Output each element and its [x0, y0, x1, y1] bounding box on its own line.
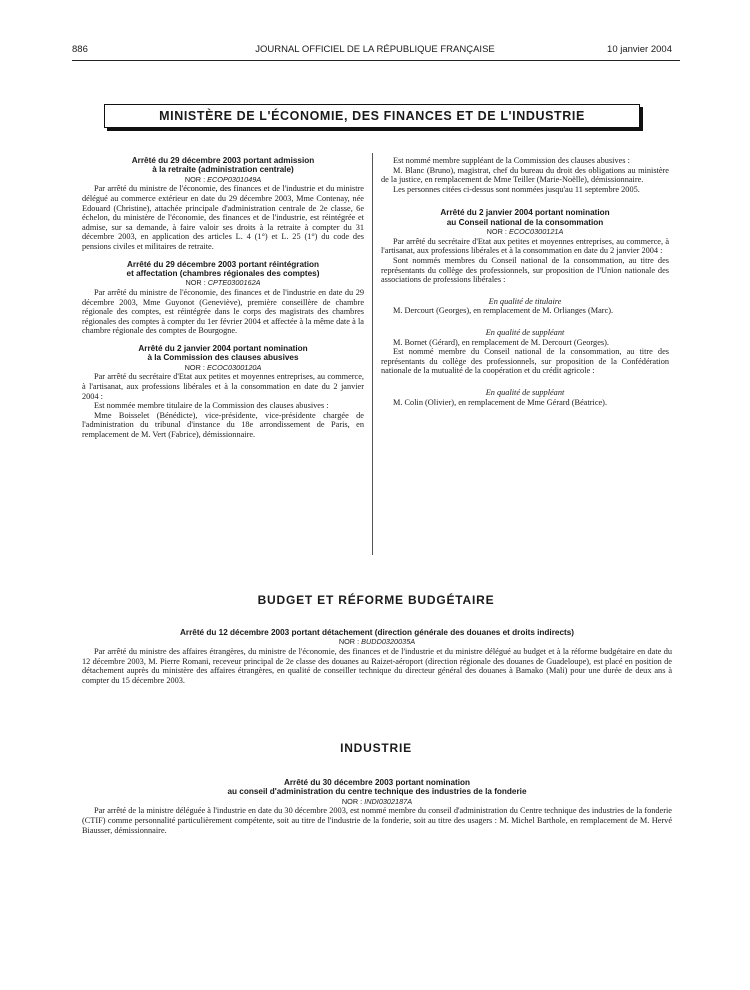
article-body: Est nommé membre du Conseil national de la consommation, au titre des représentants du collège des professionnels, sur proposition de la Confédération nationale de la mutualité de la coopération et du crédit agricole :	[381, 347, 669, 376]
article-body: Par arrêté du ministre de l'économie, des finances et de l'industrie en date du 29 décembre 2003, Mme Guyonot (Geneviève), première conseillère de chambre régionale des comptes, est réintégrée dans le corps des magistrats des chambres régionales des comptes à compter du 1er février 2004 et affectée à la même date à la chambre régionale des comptes de Bourgogne.	[82, 287, 364, 336]
article-title: à la Commission des clauses abusives	[147, 353, 299, 363]
nor-reference: NOR : ECOC0300120A	[184, 362, 262, 372]
article-body: M. Blanc (Bruno), magistrat, chef du bureau du droit des obligations au ministère de la justice, en remplacement de Mme Teiller (Marie-Noëlle), démissionnaire.	[381, 165, 669, 185]
article-title: à la retraite (administration centrale)	[152, 165, 294, 175]
article-body: Par arrêté du ministre de l'économie, des finances et de l'industrie et du ministre délégué au commerce extérieur en date du 29 décembre 2003, Mme Contenay, née Edouard (Christine), attachée principale d'administration centrale de 2e classe, 6e échelon, du ministère de l'économie, des finances et de l'industrie, est réintégrée et admise, sur sa demande, à faire valoir ses droits à la retraite à compter du 31 décembre 2003, en application des articles L. 4 (1°) et L. 25 (1°) du code des pensions civiles et militaires de retraite.	[82, 184, 364, 251]
article-title: Arrêté du 29 décembre 2003 portant réintégration	[126, 259, 319, 269]
article-body: Sont nommés membres du Conseil national de la consommation, au titre des représentants du collège des professionnels, sur proposition de l'Union nationale des associations de professions libérales :	[381, 255, 669, 285]
article-title: Arrêté du 12 décembre 2003 portant détachement (direction générale des douanes et droits indirects)	[179, 628, 575, 637]
article-body: Les personnes citées ci-dessus sont nommées jusqu'au 11 septembre 2005.	[393, 184, 640, 194]
article-body: Par arrêté du secrétaire d'Etat aux petites et moyennes entreprises, au commerce, à l'artisanat, aux professions libérales et à la consommation en date du 2 janvier 2004 :	[82, 372, 364, 401]
budget-article	[82, 628, 672, 685]
issue-date: 10 janvier 2004	[607, 44, 672, 55]
article-title: Arrêté du 30 décembre 2003 portant nomination	[283, 778, 471, 787]
article-body: Est nommé membre suppléant de la Commission des clauses abusives :	[393, 156, 630, 165]
right-column	[381, 156, 669, 407]
section-heading-industrie: INDUSTRIE	[340, 741, 412, 755]
article-body: Est nommée membre titulaire de la Commission des clauses abusives :	[94, 401, 329, 411]
article-body: Par arrêté du secrétaire d'Etat aux petites et moyennes entreprises, au commerce, à l'artisanat, aux professions libérales et à la consommation en date du 2 janvier 2004 :	[381, 236, 669, 256]
page-number: 886	[72, 44, 88, 55]
header-rule	[72, 60, 680, 61]
left-column	[82, 156, 364, 440]
article-body: M. Bornet (Gérard), en remplacement de M. Dercourt (Georges).	[393, 337, 609, 347]
article-title: Arrêté du 2 janvier 2004 portant nomination	[440, 208, 610, 218]
ministry-heading: MINISTÈRE DE L'ÉCONOMIE, DES FINANCES ET DE L'INDUSTRIE	[159, 109, 585, 123]
nor-reference: NOR : ECOP0301049A	[184, 174, 262, 184]
article-title: au conseil d'administration du centre technique des industries de la fonderie	[227, 787, 527, 797]
qualite-label: En qualité de suppléant	[485, 327, 565, 337]
qualite-label: En qualité de suppléant	[485, 387, 565, 397]
article-title: au Conseil national de la consommation	[446, 217, 604, 227]
journal-title: JOURNAL OFFICIEL DE LA RÉPUBLIQUE FRANÇAISE	[255, 44, 495, 55]
nor-reference: NOR : CPTE0300162A	[185, 278, 261, 288]
ministry-heading-box	[104, 104, 640, 128]
article-body: Par arrêté de la ministre déléguée à l'industrie en date du 30 décembre 2003, est nommé membre du conseil d'administration du Centre technique des industries de la fonderie (CTIF) comme personnalité particulièrement compétente, soit au titre de l'industrie de la fonderie, soit au titre des usagers : M. Michel Barthole, en remplacement de M. Hervé Biausser, démissionnaire.	[82, 806, 672, 835]
article-body: Mme Boisselet (Bénédicte), vice-présidente, vice-présidente chargée de l'administration du tribunal d'instance du 18e arrondissement de Paris, en remplacement de M. Vert (Fabrice), démissionnaire.	[82, 410, 364, 439]
article-title: Arrêté du 29 décembre 2003 portant admission	[131, 156, 315, 165]
article-body: Par arrêté du ministre des affaires étrangères, du ministre de l'économie, des finances et de l'industrie et du ministre délégué au budget et à la réforme budgétaire en date du 12 décembre 2003, M. Pierre Romani, receveur principal de 2e classe des douanes au Raizet-aéroport (direction régionale des douanes de Guadeloupe), est placé en position de détachement auprès du ministère des affaires étrangères, en qualité de conseiller technique du directeur général des douanes à Bamako (Mali) pour une durée de deux ans à compter du 15 décembre 2003.	[82, 647, 672, 685]
qualite-label: En qualité de titulaire	[488, 296, 562, 306]
article-title: et affectation (chambres régionales des comptes)	[126, 268, 320, 278]
industrie-article	[82, 778, 672, 835]
article-title: Arrêté du 2 janvier 2004 portant nomination	[138, 343, 308, 353]
article-body: M. Dercourt (Georges), en remplacement de M. Orlianges (Marc).	[393, 306, 614, 316]
nor-reference: NOR : BUDD0320035A	[338, 637, 416, 647]
nor-reference: NOR : INDI0302187A	[341, 796, 413, 806]
section-heading-budget: BUDGET ET RÉFORME BUDGÉTAIRE	[257, 593, 495, 607]
nor-reference: NOR : ECOC0300121A	[486, 227, 564, 237]
article-body: M. Colin (Olivier), en remplacement de Mme Gérard (Béatrice).	[393, 397, 608, 407]
column-divider	[372, 153, 373, 555]
